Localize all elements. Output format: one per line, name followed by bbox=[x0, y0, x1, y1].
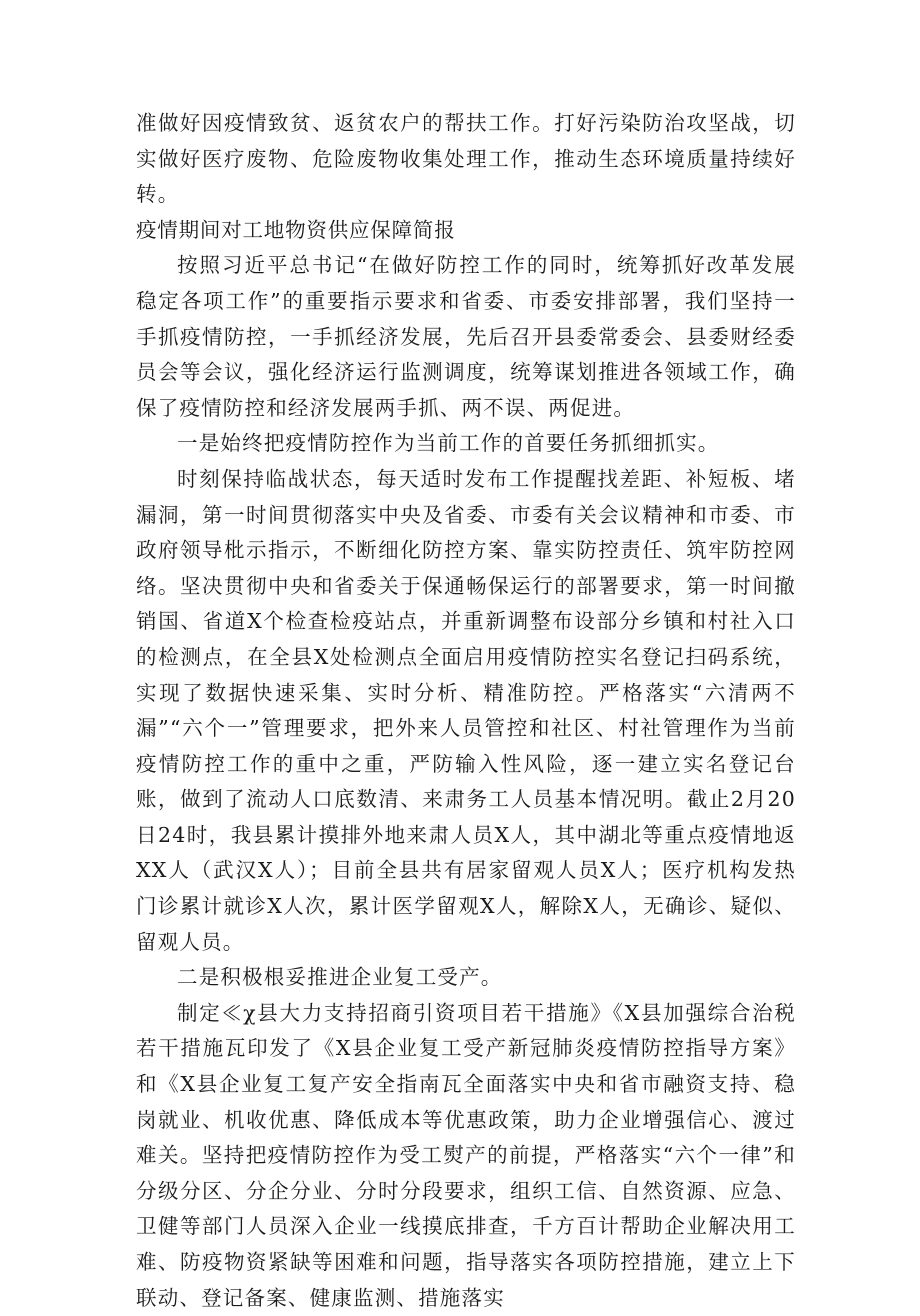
report-title: 疫情期间对工地物资供应保障简报 bbox=[136, 217, 456, 242]
section-heading-one: 一是始终把疫情防控作为当前工作的首要任务抓细抓实。 bbox=[177, 431, 720, 456]
paragraph-intro: 按照习近平总书记“在做好防控工作的同时，统筹抓好改革发展稳定各项工作”的重要指示要求和省委、市委安排部署，我们坚持一手抓疫情防控，一手抓经济发展，先后召开县委常委会、县委财经委员会等会议，强化经济运行监测调度，统筹谋划推进各领域工作，确保了疫情防控和经济发展两手抓、两不误、两促进。 bbox=[136, 253, 796, 420]
document-body bbox=[136, 106, 796, 1316]
paragraph-continuation: 准做好因疫情致贫、返贫农户的帮扶工作。打好污染防治攻坚战，切实做好医疗废物、危险废物收集处理工作，推动生态环境质量持续好转。 bbox=[136, 111, 796, 207]
paragraph-epidemic-control: 时刻保持临战状态，每天适时发布工作提醒找差距、补短板、堵漏洞，第一时间贯彻落实中央及省委、市委有关会议精神和市委、市政府领导枇示指示，不断细化防控方案、靠实防控责任、筑牢防控网络。坚决贯彻中央和省委关于保通畅保运行的部署要求，第一时间撤销国、省道X个检查检疫站点，并重新调整布设部分乡镇和村社入口的检测点，在全县X处检测点全面启用疫情防控实名登记扫码系统，实现了数据快速采集、实时分析、精准防控。严格落实“六清两不漏”“六个一”管理要求，把外来人员管控和社区、村社管理作为当前疫情防控工作的重中之重，严防输入性风险，逐一建立实名登记台账，做到了流动人口底数清、来肃务工人员基本情况明。截止2月20日24时，我县累计摸排外地来肃人员X人，其中湖北等重点疫情地返XX人（武汉X人）；目前全县共有居家留观人员X人；医疗机构发热门诊累计就诊X人次，累计医学留观X人，解除X人，无确诊、疑似、留观人员。 bbox=[136, 466, 796, 954]
paragraph-enterprise-resumption: 制定≪χ县大力支持招商引资项目若干措施》《X县加强综合治税若干措施瓦印发了《X县企业复工受产新冠肺炎疫情防控指导方案》和《X县企业复工复产安全指南瓦全面落实中央和省市融资支持、稳岗就业、机收优惠、降低成本等优惠政策，助力企业增强信心、渡过难关。坚持把疫情防控作为受工熨产的前提，严格落实“六个一律”和分级分区、分企分业、分时分段要求，组织工信、自然资源、应急、卫健等部门人员深入企业一线摸底排查，千方百计帮助企业解决用工难、防疫物资紧缺等困难和问题，指导落实各项防控措施，建立上下联动、登记备案、健康监测、措施落实 bbox=[136, 1000, 796, 1310]
section-heading-two: 二是积极根妥推进企业复工受产。 bbox=[177, 965, 503, 990]
